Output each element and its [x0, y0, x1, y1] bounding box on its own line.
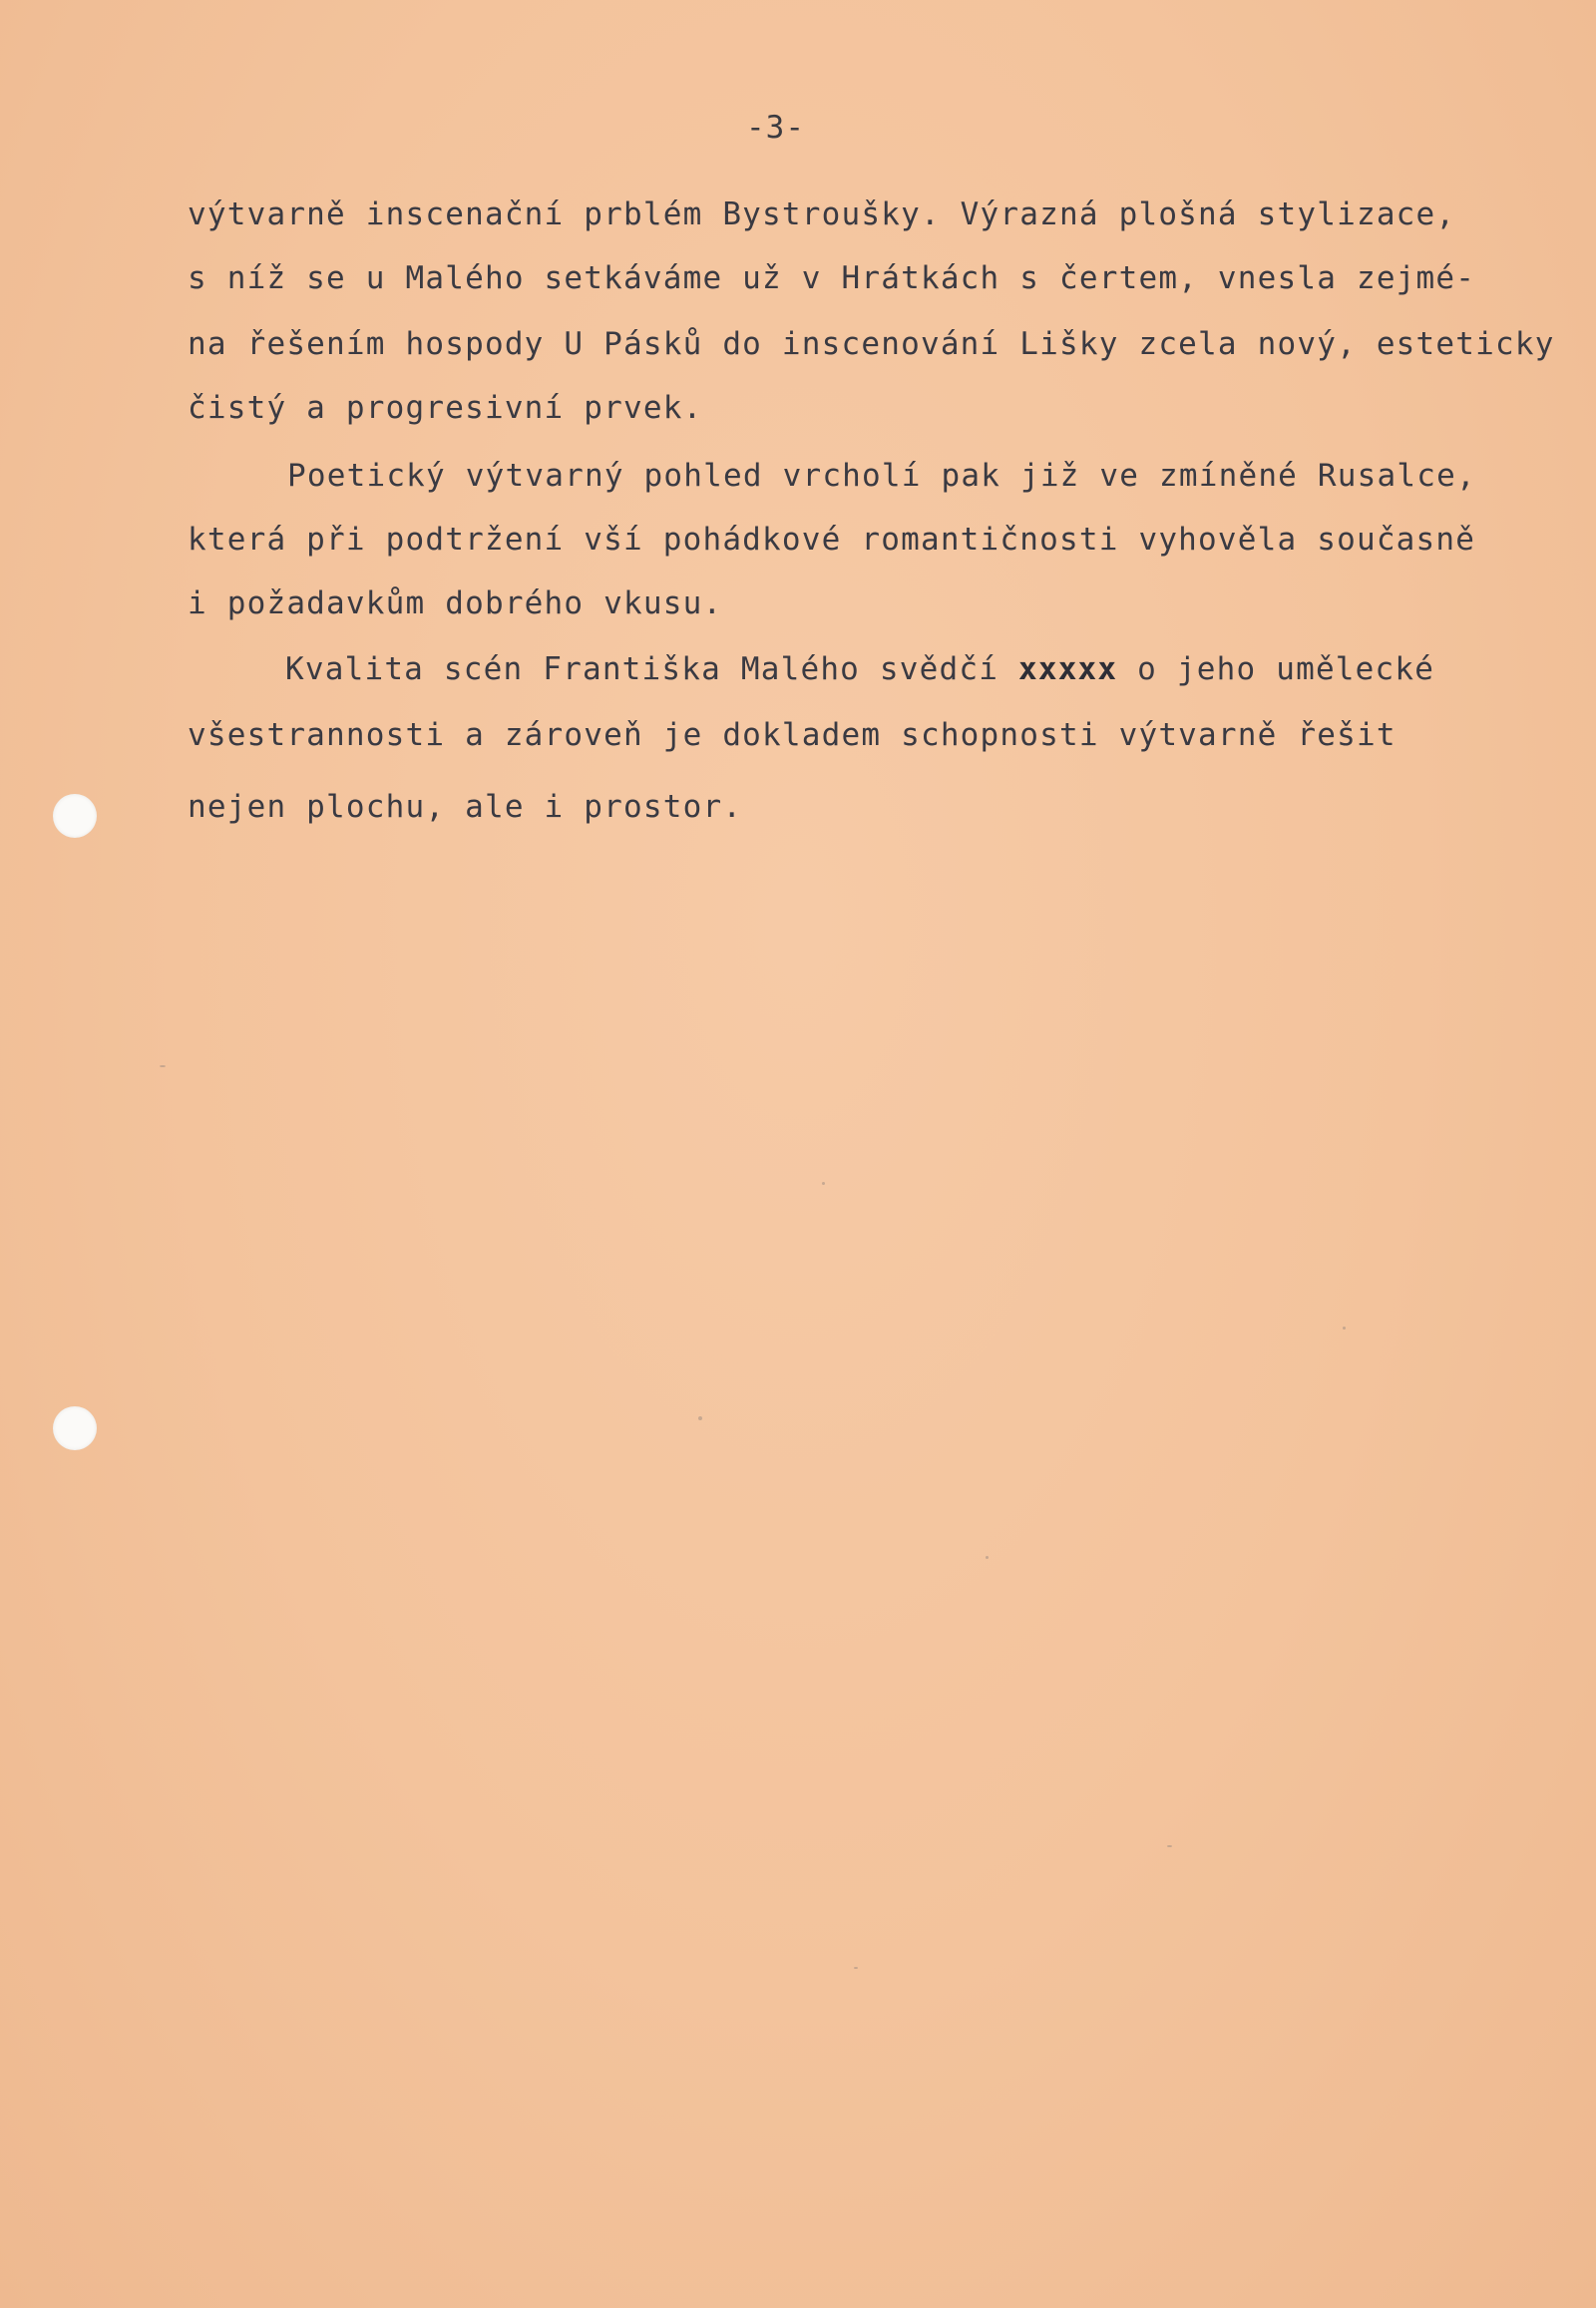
punch-hole-top: [53, 794, 97, 838]
paper-speck: [698, 1416, 702, 1420]
struck-out-text: xxxxx: [1017, 651, 1118, 687]
punch-hole-bottom: [53, 1406, 97, 1450]
paper-speck: [1343, 1327, 1346, 1330]
text-line-1: výtvarně inscenační prblém Bystroušky. Výrazná plošná stylizace,: [188, 196, 1456, 232]
text-line-8-start: Kvalita scén Františka Malého svědčí: [285, 651, 999, 687]
paper-speck: [854, 1967, 858, 1969]
text-line-9: všestrannosti a zároveň je dokladem schopnosti výtvarně řešit: [188, 717, 1396, 753]
paper-speck: [822, 1182, 825, 1185]
text-line-4: čistý a progresivní prvek.: [188, 390, 703, 426]
paper-speck: [160, 1065, 166, 1067]
paper-speck: [986, 1556, 989, 1559]
text-line-5: Poetický výtvarný pohled vrcholí pak již ve zmíněné Rusalce,: [287, 458, 1476, 494]
text-line-7: i požadavkům dobrého vkusu.: [188, 585, 723, 621]
text-line-8: [285, 651, 1435, 687]
paper-speck: [1167, 1845, 1172, 1847]
text-line-10: nejen plochu, ale i prostor.: [188, 789, 743, 825]
text-line-6: která při podtržení vší pohádkové romantičnosti vyhověla současně: [188, 522, 1476, 558]
text-line-2: s níž se u Malého setkáváme už v Hrátkách s čertem, vnesla zejmé-: [188, 260, 1476, 296]
text-line-8-end: o jeho umělecké: [1137, 651, 1435, 687]
text-line-3: na řešením hospody U Pásků do inscenování Lišky zcela nový, esteticky: [188, 326, 1555, 362]
page-number: -3-: [746, 110, 805, 146]
